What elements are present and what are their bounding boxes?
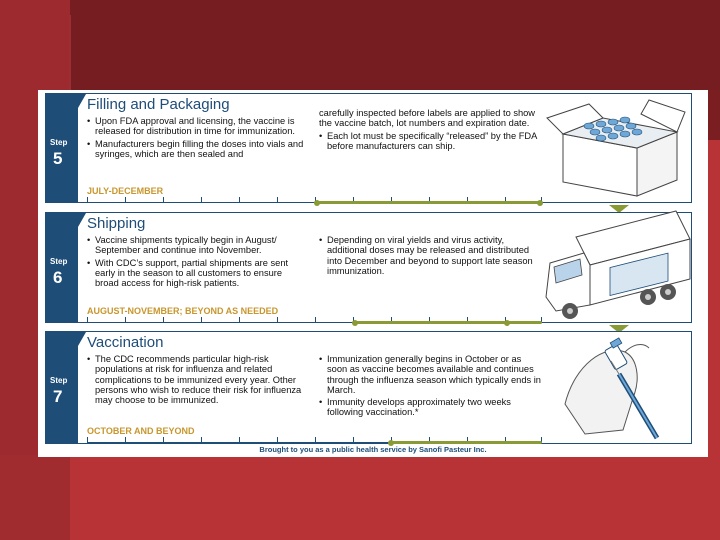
- left-bullets: [87, 116, 307, 161]
- right-bullets: [319, 235, 544, 278]
- step-title: Filling and Packaging: [87, 96, 230, 113]
- timeline-start-dot: [314, 200, 320, 206]
- step-6-panel: [45, 212, 692, 323]
- slide-divider-line: [69, 15, 71, 90]
- timeline-label: JULY-DECEMBER: [87, 186, 164, 196]
- timeline-range-bar: [355, 321, 542, 324]
- step-number: 6: [53, 268, 63, 287]
- right-bullets: [319, 354, 544, 420]
- step-title: Vaccination: [87, 334, 164, 351]
- timeline: [87, 437, 542, 443]
- syringe-vial-illustration: [545, 334, 687, 442]
- bullet-item: • Vaccine shipments typically begin in August/ September and continue into November.: [87, 235, 307, 256]
- bullet-continuation: carefully inspected before labels are applied to show the vaccine batch, lot numbers and expiration date.: [319, 108, 536, 129]
- step-word: Step: [50, 376, 68, 385]
- bullet-item: • Upon FDA approval and licensing, the vaccine is released for distribution in time for immunization.: [87, 116, 307, 137]
- bullet-item: • Each lot must be specifically “released” by the FDA before manufacturers can ship.: [319, 131, 544, 152]
- tab-notch: [78, 332, 86, 346]
- step-7-tab: [46, 332, 78, 443]
- step-7-panel: [45, 331, 692, 444]
- slide-footer-corner: [0, 455, 70, 540]
- vaccine-box-illustration: [545, 96, 687, 200]
- tab-notch: [78, 94, 86, 108]
- step-5-tab: [46, 94, 78, 202]
- timeline-range-bar: [317, 201, 542, 204]
- step-6-tab: [46, 213, 78, 322]
- bullet-item: • With CDC’s support, partial shipments are sent early in the season to all customers to ensure broad access for high-risk patients.: [87, 258, 307, 289]
- tab-notch: [78, 213, 86, 227]
- delivery-truck-illustration: [540, 201, 692, 323]
- timeline-start-dot: [352, 320, 358, 326]
- left-bullets: [87, 354, 307, 407]
- step-number: 7: [53, 387, 63, 406]
- timeline: [87, 197, 542, 203]
- timeline-label: AUGUST-NOVEMBER; BEYOND AS NEEDED: [87, 306, 279, 316]
- slide-header-band: [0, 0, 720, 90]
- timeline: [87, 317, 542, 323]
- bullet-item: • Immunization generally begins in October or as soon as vaccine becomes available and continues through the influenza season which typically ends in March.: [319, 354, 544, 395]
- flu-vaccine-poster: [38, 90, 708, 457]
- bullet-item: • Manufacturers begin filling the doses into vials and syringes, which are then sealed and: [87, 139, 307, 160]
- bullet-item: • Depending on viral yields and virus activity, additional doses may be released and distributed into December and beyond to support late season immunization.: [319, 235, 544, 276]
- slide-footer-band: [0, 455, 720, 540]
- step-number: 5: [53, 149, 63, 168]
- step-title: Shipping: [87, 215, 146, 232]
- left-bullets: [87, 235, 307, 290]
- timeline-label: OCTOBER AND BEYOND: [87, 426, 195, 436]
- right-bullets: [319, 108, 544, 153]
- step-5-panel: [45, 93, 692, 203]
- timeline-mid-dot: [504, 320, 510, 326]
- sponsor-footer: Brought to you as a public health service by Sanofi Pasteur Inc.: [259, 445, 487, 454]
- step-word: Step: [50, 257, 68, 266]
- bullet-item: • Immunity develops approximately two weeks following vaccination.*: [319, 397, 544, 418]
- step-word: Step: [50, 138, 68, 147]
- timeline-range-bar: [391, 441, 542, 444]
- bullet-item: • The CDC recommends particular high-risk populations at risk for influenza and related complications to be immunized every year. Other persons who wish to reduce their risk for influenza may choose to be immunized.: [87, 354, 307, 405]
